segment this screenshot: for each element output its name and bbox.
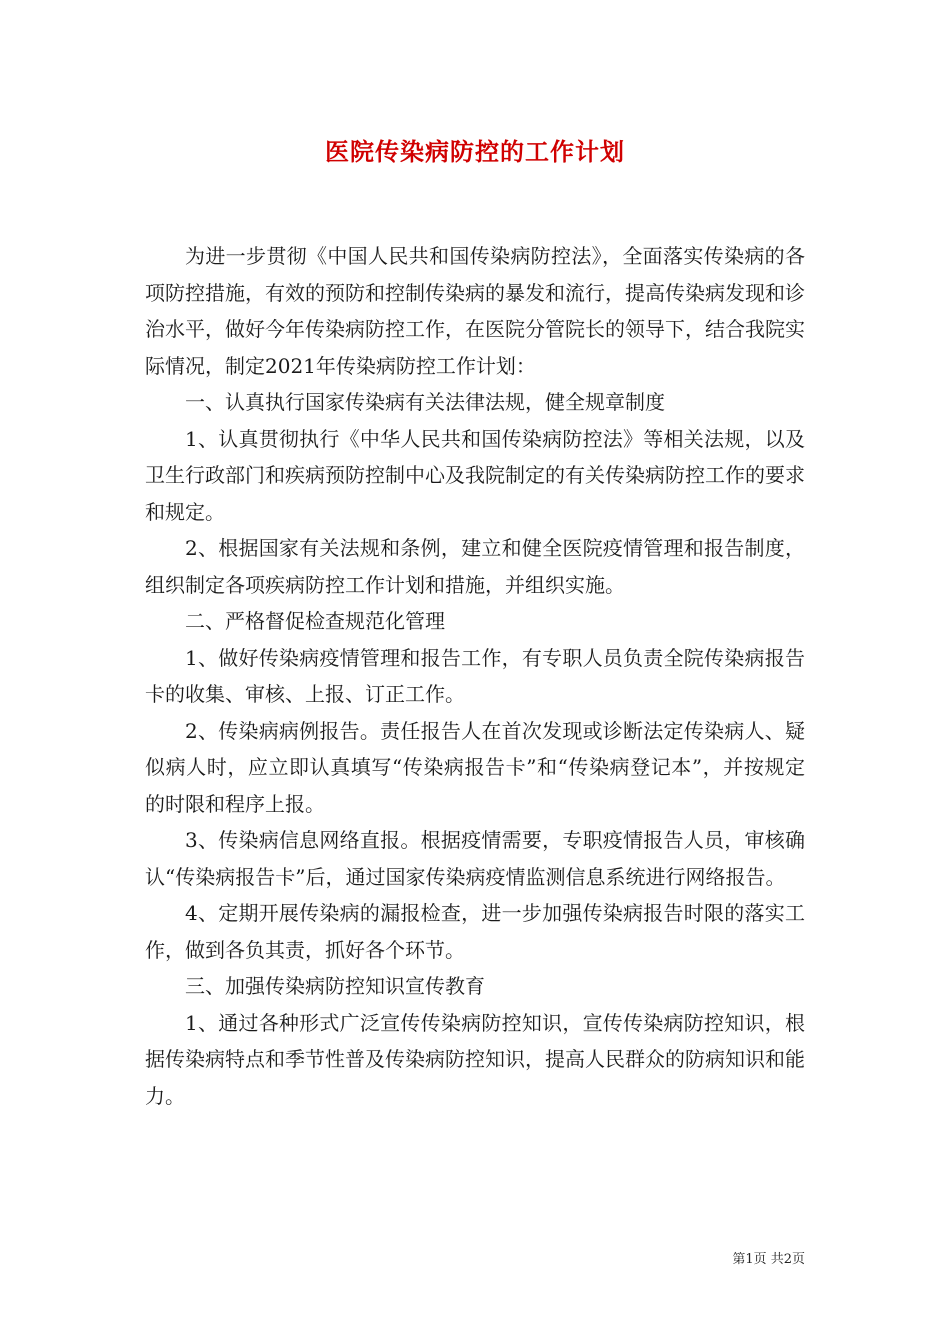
paragraph: 2、传染病病例报告。责任报告人在首次发现或诊断法定传染病人、疑似病人时，应立即认真填写“传染病报告卡”和“传染病登记本”，并按规定的时限和程序上报。 — [145, 718, 805, 816]
paragraph: 2、根据国家有关法规和条例，建立和健全医院疫情管理和报告制度，组织制定各项疾病防控工作计划和措施，并组织实施。 — [145, 536, 805, 597]
page-number: 第1页 共2页 — [732, 1252, 805, 1267]
document-body — [145, 238, 805, 1114]
paragraph: 4、定期开展传染病的漏报检查，进一步加强传染病报告时限的落实工作，做到各负其责，抓好各个环节。 — [145, 901, 805, 962]
paragraph: 3、传染病信息网络直报。根据疫情需要，专职疫情报告人员，审核确认“传染病报告卡”后，通过国家传染病疫情监测信息系统进行网络报告。 — [145, 828, 805, 889]
paragraph: 1、认真贯彻执行《中华人民共和国传染病防控法》等相关法规，以及卫生行政部门和疾病预防控制中心及我院制定的有关传染病防控工作的要求和规定。 — [145, 426, 805, 524]
intro-paragraph: 为进一步贯彻《中国人民共和国传染病防控法》，全面落实传染病的各项防控措施，有效的预防和控制传染病的暴发和流行，提高传染病发现和诊治水平，做好今年传染病防控工作，在医院分管院长的领导下，结合我院实际情况，制定2021年传染病防控工作计划： — [145, 244, 805, 378]
section-heading-3: 三、加强传染病防控知识宣传教育 — [185, 974, 485, 998]
paragraph: 1、做好传染病疫情管理和报告工作，有专职人员负责全院传染病报告卡的收集、审核、上报、订正工作。 — [145, 645, 805, 706]
section-heading-1: 一、认真执行国家传染病有关法律法规，健全规章制度 — [185, 390, 665, 414]
paragraph: 1、通过各种形式广泛宣传传染病防控知识，宣传传染病防控知识，根据传染病特点和季节性普及传染病防控知识，提高人民群众的防病知识和能力。 — [145, 1010, 805, 1108]
section-heading-2: 二、严格督促检查规范化管理 — [185, 609, 445, 633]
page-title: 医院传染病防控的工作计划 — [325, 137, 625, 166]
